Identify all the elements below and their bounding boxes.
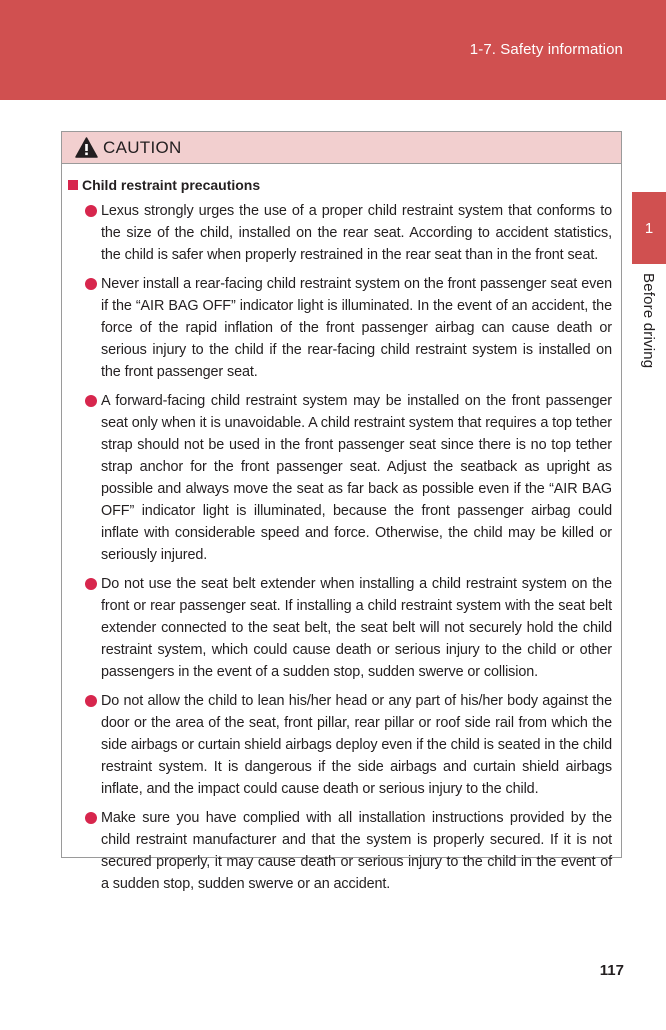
- caution-paragraph: [68, 690, 612, 800]
- caution-title: CAUTION: [103, 137, 182, 157]
- square-bullet-icon: [68, 180, 78, 190]
- caution-paragraph: [68, 200, 612, 266]
- paragraph-text: A forward-facing child restraint system may be installed on the front passenger seat only when it is unavoidable. A child restraint system that requires a top tether strap should not be used in the front passenger seat since there is no top tether strap anchor for the front passenger seat. Adjust the seatback as upright as possible and always move the seat as far back as possible even if the “AIR BAG OFF” indicator light is illuminated, because the front passenger airbag could inflate with considerable speed and force. Otherwise, the child may be killed or seriously injured.: [101, 393, 612, 563]
- warning-triangle-icon: [75, 137, 98, 158]
- bullet-icon: [85, 578, 97, 590]
- chapter-title: Before driving: [640, 273, 657, 369]
- page-number: 117: [599, 962, 624, 979]
- chapter-number: 1: [644, 219, 654, 237]
- bullet-icon: [85, 278, 97, 290]
- paragraph-text: Do not allow the child to lean his/her head or any part of his/her body against the door or the area of the seat, front pillar, rear pillar or roof side rail from which the side airbags or curtain shield airbags deploy even if the child is seated in the child restraint system. It is dangerous if the side airbags and curtain shield airbags inflate, and the impact could cause death or serious injury to the child.: [101, 693, 612, 797]
- caution-content: [62, 164, 621, 895]
- bullet-icon: [85, 812, 97, 824]
- caution-box: [61, 131, 622, 892]
- paragraph-text: Make sure you have complied with all installation instructions provided by the child restraint manufacturer and that the system is properly secured. If it is not secured properly, it may cause death or serious injury to the child in the event of a sudden stop, sudden swerve or an accident.: [101, 810, 612, 892]
- paragraph-text: Lexus strongly urges the use of a proper child restraint system that conforms to the size of the child, installed on the rear seat. According to accident statistics, the child is safer when properly restrained in the rear seat than in the front seat.: [101, 203, 612, 263]
- caution-paragraph: [68, 273, 612, 383]
- caution-header: [62, 132, 621, 164]
- subheading: [68, 177, 612, 193]
- section-title: 1-7. Safety information: [469, 41, 623, 58]
- subheading-text: Child restraint precautions: [82, 177, 261, 193]
- caution-paragraph: [68, 573, 612, 683]
- paragraph-text: Never install a rear-facing child restraint system on the front passenger seat even if the “AIR BAG OFF” indicator light is illuminated. In the event of an accident, the force of the rapid inflation of the front passenger airbag can cause death or serious injury to the child if the rear-facing child restraint system is installed on the front passenger seat.: [101, 276, 612, 380]
- bullet-icon: [85, 695, 97, 707]
- caution-paragraph: [68, 390, 612, 566]
- bullet-icon: [85, 205, 97, 217]
- paragraph-text: Do not use the seat belt extender when installing a child restraint system on the front or rear passenger seat. If installing a child restraint system with the seat belt extender connected to the seat belt, the seat belt will not securely hold the child restraint system, which could cause death or serious injury to the child or other passengers in the event of a sudden stop, sudden swerve or collision.: [101, 576, 612, 680]
- bullet-icon: [85, 395, 97, 407]
- page-header-band: [0, 0, 666, 100]
- chapter-tab: [632, 192, 666, 264]
- caution-paragraph: [68, 807, 612, 895]
